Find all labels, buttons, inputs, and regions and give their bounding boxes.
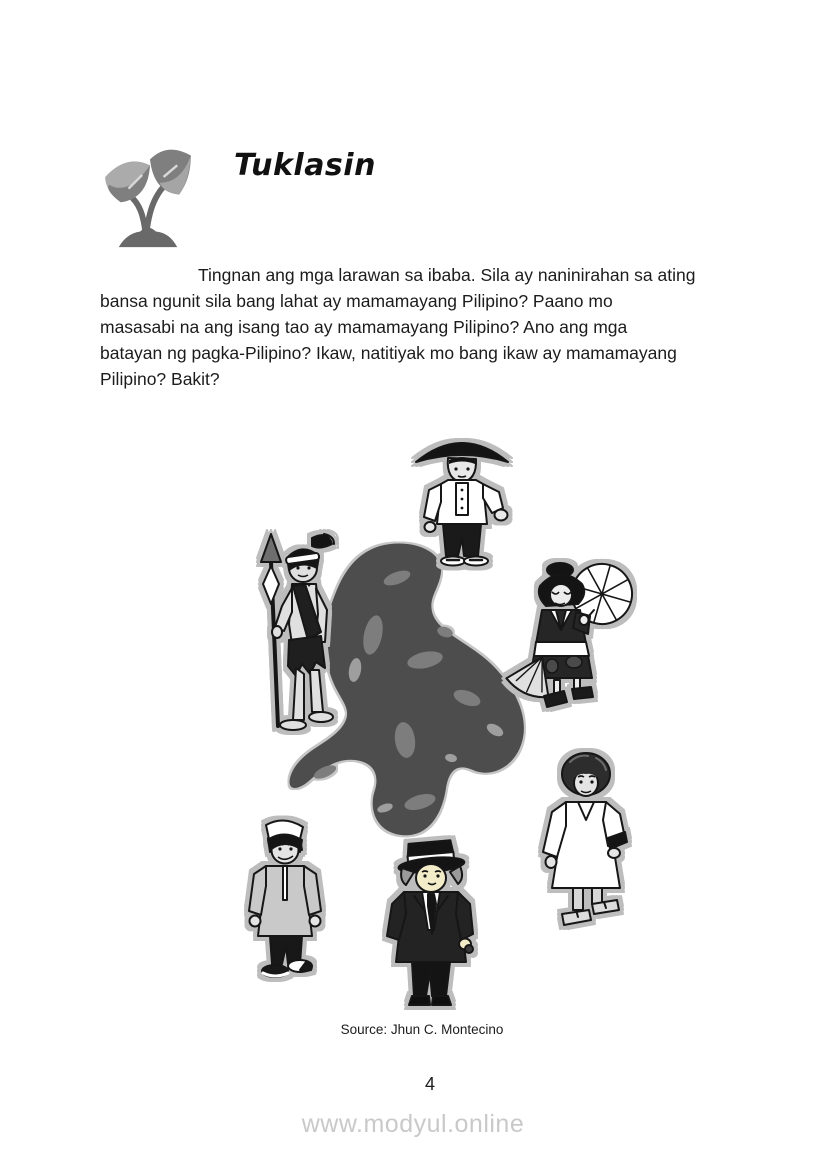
figure-tribal-man-with-spear xyxy=(246,528,348,740)
sprout-seedling-icon xyxy=(98,138,198,250)
paragraph-line: batayan ng pagka-Pilipino? Ikaw, natitiyak mo bang ikaw ay mamamayang xyxy=(100,343,677,363)
figure-farmer-with-salakot xyxy=(403,422,521,570)
figure-woman-in-kimono xyxy=(498,558,644,716)
paragraph-line: bansa ngunit sila bang lahat ay mamamayang Pilipino? Paano mo xyxy=(100,291,613,311)
paragraph-line: masasabi na ang isang tao ay mamamayang Pilipino? Ano ang mga xyxy=(100,317,628,337)
page-number: 4 xyxy=(424,1074,435,1094)
source-caption: Source: Jhun C. Montecino xyxy=(340,1022,504,1037)
paragraph-line: Tingnan ang mga larawan sa ibaba. Sila ay naninirahan sa ating xyxy=(198,265,696,285)
paragraph-line: Pilipino? Bakit? xyxy=(100,369,220,389)
figure-person-in-white-robe xyxy=(526,746,648,934)
intro-paragraph xyxy=(100,262,780,392)
watermark: www.modyul.online xyxy=(301,1110,525,1138)
illustration-collage xyxy=(0,410,826,1010)
figure-man-with-prayer-cap xyxy=(230,812,332,990)
page-title: Tuklasin xyxy=(234,148,376,183)
figure-gentleman-in-suit xyxy=(372,830,494,1012)
